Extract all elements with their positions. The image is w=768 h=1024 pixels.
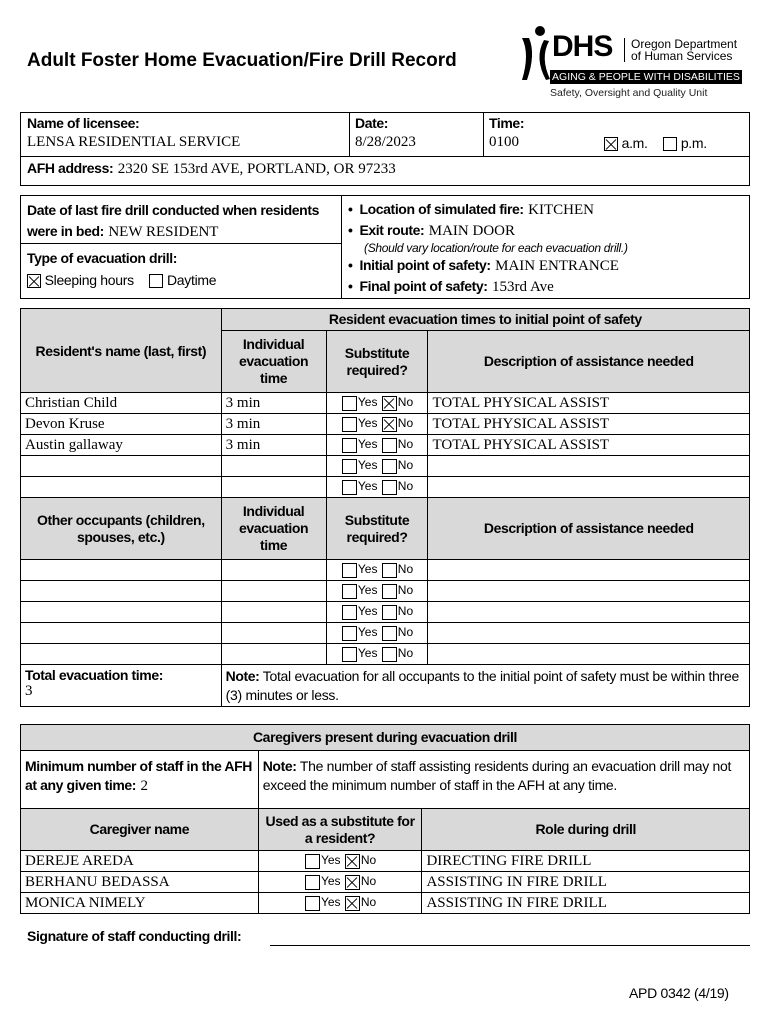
no-label: No bbox=[397, 458, 414, 473]
yes-label: Yes bbox=[357, 562, 378, 577]
col-other-description: Description of assistance needed bbox=[428, 498, 750, 560]
yes-checkbox[interactable] bbox=[342, 396, 357, 411]
table-row bbox=[21, 393, 750, 414]
description-cell[interactable] bbox=[428, 602, 750, 623]
name-cell[interactable] bbox=[21, 644, 222, 665]
no-label: No bbox=[397, 416, 414, 431]
logo-dept-line2: of Human Services bbox=[631, 49, 733, 63]
signature-line[interactable] bbox=[270, 945, 750, 946]
residents-section-header: Resident evacuation times to initial point of safety bbox=[221, 309, 749, 331]
substitute-cell bbox=[326, 414, 428, 435]
logo-mark: DHS bbox=[552, 30, 613, 63]
substitute-cell bbox=[258, 893, 422, 914]
substitute-cell bbox=[326, 456, 428, 477]
no-checkbox[interactable] bbox=[382, 647, 397, 662]
col-used-substitute: Used as a substitute for a resident? bbox=[258, 809, 422, 851]
no-label: No bbox=[397, 646, 414, 661]
evac-time-cell[interactable] bbox=[221, 477, 326, 498]
dhs-figure-icon bbox=[516, 24, 552, 84]
yes-label: Yes bbox=[357, 458, 378, 473]
yes-label: Yes bbox=[357, 437, 378, 452]
caregivers-table bbox=[20, 724, 750, 914]
no-label: No bbox=[397, 437, 414, 452]
fire-location-label: Location of simulated fire: bbox=[359, 201, 524, 217]
description-cell[interactable]: TOTAL PHYSICAL ASSIST bbox=[428, 435, 750, 456]
last-drill-value[interactable]: NEW RESIDENT bbox=[108, 224, 219, 240]
caregiver-name-cell[interactable]: BERHANU BEDASSA bbox=[21, 872, 259, 893]
name-cell[interactable]: Austin gallaway bbox=[21, 435, 222, 456]
col-evac-time: Individual evacuation time bbox=[221, 331, 326, 393]
yes-checkbox[interactable] bbox=[305, 854, 320, 869]
no-label: No bbox=[397, 604, 414, 619]
table-row bbox=[21, 435, 750, 456]
address-value[interactable]: 2320 SE 153rd AVE, PORTLAND, OR 97233 bbox=[117, 161, 396, 177]
yes-label: Yes bbox=[320, 895, 341, 910]
substitute-cell bbox=[258, 872, 422, 893]
fire-location-value[interactable]: KITCHEN bbox=[528, 202, 594, 218]
sleeping-hours-label: Sleeping hours bbox=[44, 272, 134, 288]
no-checkbox[interactable] bbox=[382, 605, 397, 620]
col-role: Role during drill bbox=[422, 809, 750, 851]
yes-checkbox[interactable] bbox=[342, 605, 357, 620]
name-cell[interactable] bbox=[21, 602, 222, 623]
yes-label: Yes bbox=[357, 604, 378, 619]
no-checkbox[interactable] bbox=[345, 875, 360, 890]
substitute-cell bbox=[326, 560, 428, 581]
yes-checkbox[interactable] bbox=[342, 626, 357, 641]
final-safety-value[interactable]: 153rd Ave bbox=[492, 279, 554, 295]
col-other-occupants: Other occupants (children, spouses, etc.) bbox=[21, 498, 222, 560]
licensee-name-value[interactable]: LENSA RESIDENTIAL SERVICE bbox=[27, 134, 241, 150]
name-cell[interactable] bbox=[21, 581, 222, 602]
date-value[interactable]: 8/28/2023 bbox=[355, 134, 416, 150]
substitute-cell bbox=[326, 644, 428, 665]
last-drill-label: Date of last fire drill conducted when residents were in bed: bbox=[27, 202, 319, 239]
evac-time-cell[interactable]: 3 min bbox=[221, 393, 326, 414]
name-cell[interactable]: Christian Child bbox=[21, 393, 222, 414]
substitute-cell bbox=[326, 393, 428, 414]
role-cell[interactable]: ASSISTING IN FIRE DRILL bbox=[422, 872, 750, 893]
licensee-name-label: Name of licensee: bbox=[27, 115, 140, 131]
no-checkbox[interactable] bbox=[382, 396, 397, 411]
residents-table bbox=[20, 308, 750, 707]
table-row bbox=[21, 893, 750, 914]
no-checkbox[interactable] bbox=[382, 417, 397, 432]
sleeping-hours-checkbox[interactable] bbox=[27, 274, 41, 288]
name-cell[interactable]: Devon Kruse bbox=[21, 414, 222, 435]
table-row bbox=[21, 602, 750, 623]
yes-checkbox[interactable] bbox=[342, 647, 357, 662]
yes-checkbox[interactable] bbox=[342, 563, 357, 578]
total-note-label: Note: bbox=[225, 668, 260, 684]
table-row bbox=[21, 456, 750, 477]
col-substitute: Substitute required? bbox=[326, 331, 428, 393]
caregiver-note-text: The number of staff assisting residents during an evacuation drill may not exceed the minimum number of staff in the AFH at any time. bbox=[262, 758, 732, 793]
table-row bbox=[21, 623, 750, 644]
no-checkbox[interactable] bbox=[382, 480, 397, 495]
name-cell[interactable] bbox=[21, 477, 222, 498]
description-cell[interactable] bbox=[428, 560, 750, 581]
table-row bbox=[21, 560, 750, 581]
description-cell[interactable] bbox=[428, 477, 750, 498]
total-evac-value[interactable]: 3 bbox=[25, 683, 33, 699]
table-row bbox=[21, 872, 750, 893]
vary-note: (Should vary location/route for each evacuation drill.) bbox=[364, 241, 628, 255]
final-safety-label: Final point of safety: bbox=[359, 278, 488, 294]
evac-time-cell[interactable]: 3 min bbox=[221, 435, 326, 456]
logo-dept bbox=[624, 38, 737, 62]
caregivers-section-header: Caregivers present during evacuation drill bbox=[21, 725, 750, 751]
yes-checkbox[interactable] bbox=[305, 875, 320, 890]
logo-sub: Safety, Oversight and Quality Unit bbox=[550, 87, 708, 99]
logo-dept-line1: Oregon Department bbox=[631, 37, 738, 51]
col-caregiver-name: Caregiver name bbox=[21, 809, 259, 851]
am-checkbox[interactable] bbox=[604, 137, 618, 151]
pm-checkbox[interactable] bbox=[663, 137, 677, 151]
yes-label: Yes bbox=[357, 625, 378, 640]
yes-label: Yes bbox=[320, 853, 341, 868]
table-row bbox=[21, 644, 750, 665]
col-description: Description of assistance needed bbox=[428, 331, 750, 393]
time-value[interactable]: 0100 bbox=[489, 134, 519, 150]
yes-checkbox[interactable] bbox=[342, 480, 357, 495]
yes-label: Yes bbox=[357, 395, 378, 410]
caregiver-name-cell[interactable]: MONICA NIMELY bbox=[21, 893, 259, 914]
caregiver-name-cell[interactable]: DEREJE AREDA bbox=[21, 851, 259, 872]
role-cell[interactable]: DIRECTING FIRE DRILL bbox=[422, 851, 750, 872]
description-cell[interactable]: TOTAL PHYSICAL ASSIST bbox=[428, 414, 750, 435]
evac-time-cell[interactable] bbox=[221, 456, 326, 477]
am-label: a.m. bbox=[621, 135, 648, 151]
pm-label: p.m. bbox=[680, 135, 707, 151]
min-staff-label: Minimum number of staff in the AFH at any given time: bbox=[25, 758, 252, 793]
total-note-text: Total evacuation for all occupants to the initial point of safety must be within three (3) minutes or less. bbox=[225, 668, 739, 703]
no-label: No bbox=[397, 625, 414, 640]
substitute-cell bbox=[326, 623, 428, 644]
description-cell[interactable]: TOTAL PHYSICAL ASSIST bbox=[428, 393, 750, 414]
no-checkbox[interactable] bbox=[382, 459, 397, 474]
table-row bbox=[21, 477, 750, 498]
substitute-cell bbox=[258, 851, 422, 872]
evac-time-cell[interactable] bbox=[221, 560, 326, 581]
no-checkbox[interactable] bbox=[382, 438, 397, 453]
description-cell[interactable] bbox=[428, 456, 750, 477]
name-cell[interactable] bbox=[21, 456, 222, 477]
no-label: No bbox=[360, 895, 377, 910]
no-label: No bbox=[397, 583, 414, 598]
signature-label: Signature of staff conducting drill: bbox=[27, 928, 242, 944]
min-staff-value[interactable]: 2 bbox=[140, 778, 149, 794]
form-code: APD 0342 (4/19) bbox=[629, 985, 729, 1001]
no-checkbox[interactable] bbox=[382, 563, 397, 578]
dhs-logo bbox=[516, 24, 746, 102]
date-label: Date: bbox=[355, 115, 389, 131]
no-label: No bbox=[360, 874, 377, 889]
form-title: Adult Foster Home Evacuation/Fire Drill Record bbox=[27, 50, 457, 71]
yes-label: Yes bbox=[357, 479, 378, 494]
daytime-checkbox[interactable] bbox=[149, 274, 163, 288]
total-evac-label: Total evacuation time: bbox=[25, 667, 163, 683]
initial-safety-value[interactable]: MAIN ENTRANCE bbox=[495, 258, 619, 274]
description-cell[interactable] bbox=[428, 581, 750, 602]
no-checkbox[interactable] bbox=[382, 584, 397, 599]
yes-checkbox[interactable] bbox=[342, 584, 357, 599]
yes-checkbox[interactable] bbox=[342, 459, 357, 474]
logo-bar: AGING & PEOPLE WITH DISABILITIES bbox=[550, 70, 742, 84]
evac-time-cell[interactable] bbox=[221, 581, 326, 602]
name-cell[interactable] bbox=[21, 623, 222, 644]
exit-route-label: Exit route: bbox=[359, 222, 425, 238]
role-cell[interactable]: ASSISTING IN FIRE DRILL bbox=[422, 893, 750, 914]
substitute-cell bbox=[326, 581, 428, 602]
yes-checkbox[interactable] bbox=[342, 438, 357, 453]
table-row bbox=[21, 414, 750, 435]
yes-checkbox[interactable] bbox=[342, 417, 357, 432]
col-resident-name: Resident's name (last, first) bbox=[21, 309, 222, 393]
no-checkbox[interactable] bbox=[345, 896, 360, 911]
address-label: AFH address: bbox=[27, 160, 114, 176]
evac-time-cell[interactable] bbox=[221, 644, 326, 665]
initial-safety-label: Initial point of safety: bbox=[359, 257, 491, 273]
col-other-evac-time: Individual evacuation time bbox=[221, 498, 326, 560]
substitute-cell bbox=[326, 435, 428, 456]
yes-checkbox[interactable] bbox=[305, 896, 320, 911]
exit-route-value[interactable]: MAIN DOOR bbox=[428, 223, 516, 239]
time-label: Time: bbox=[489, 115, 525, 131]
no-checkbox[interactable] bbox=[345, 854, 360, 869]
table-row bbox=[21, 581, 750, 602]
yes-label: Yes bbox=[357, 416, 378, 431]
no-label: No bbox=[397, 479, 414, 494]
substitute-cell bbox=[326, 602, 428, 623]
description-cell[interactable] bbox=[428, 644, 750, 665]
description-cell[interactable] bbox=[428, 623, 750, 644]
no-label: No bbox=[397, 562, 414, 577]
name-cell[interactable] bbox=[21, 560, 222, 581]
caregiver-note-label: Note: bbox=[262, 758, 297, 774]
daytime-label: Daytime bbox=[166, 272, 217, 288]
no-checkbox[interactable] bbox=[382, 626, 397, 641]
evac-time-cell[interactable]: 3 min bbox=[221, 414, 326, 435]
yes-label: Yes bbox=[357, 583, 378, 598]
drill-type-label: Type of evacuation drill: bbox=[27, 250, 177, 266]
no-label: No bbox=[360, 853, 377, 868]
evac-time-cell[interactable] bbox=[221, 623, 326, 644]
no-label: No bbox=[397, 395, 414, 410]
col-other-substitute: Substitute required? bbox=[326, 498, 428, 560]
table-row bbox=[21, 851, 750, 872]
evac-time-cell[interactable] bbox=[221, 602, 326, 623]
substitute-cell bbox=[326, 477, 428, 498]
yes-label: Yes bbox=[357, 646, 378, 661]
yes-label: Yes bbox=[320, 874, 341, 889]
